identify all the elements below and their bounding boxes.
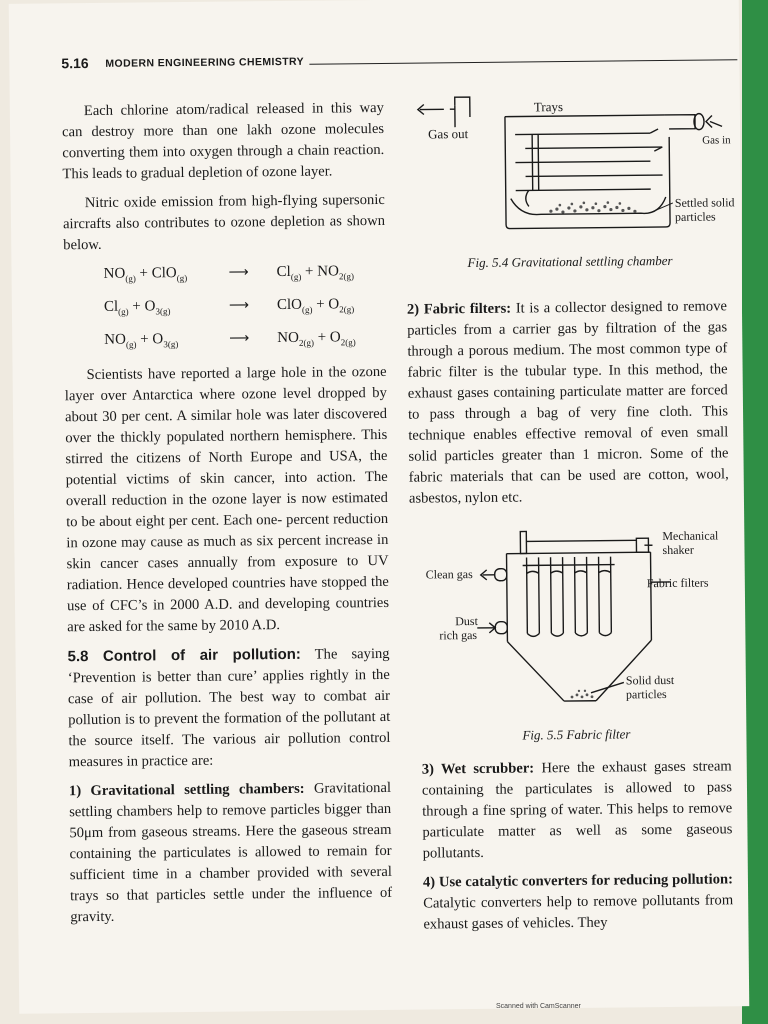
item4-lead: 4) Use catalytic converters for reducing pollution: — [422, 871, 734, 891]
page-header — [61, 48, 737, 77]
section-text: The saying ‘Prevention is better than cure’ applies rightly in the case of air pollution. The best way to combat air pollution is to prevent the formation of the pollutant at the source itself. The various air pollution control measures in practice are: — [67, 645, 391, 771]
label-shaker: shaker — [662, 542, 694, 558]
item1-lead: 1) Gravitational settling chambers: — [68, 780, 305, 800]
item4-text: Catalytic converters help to remove pollutants from exhaust gases of vehicles. They — [423, 892, 734, 933]
item-fabric-filters — [407, 296, 729, 509]
settling-chamber-diagram — [410, 84, 732, 257]
item3-text: Here the exhaust gases stream containing the particulates is allowed to pass through a fine spring of water. This helps to remove particulate matter as well as some gaseous pollutants. — [421, 758, 733, 862]
label-gas-in: Gas in — [702, 134, 731, 147]
item2-lead: 2) Fabric filters: — [406, 300, 512, 318]
equation-block — [63, 261, 386, 363]
section-title: 5.8 Control of air pollution: — [67, 645, 301, 666]
section-5-8 — [67, 643, 390, 773]
item-wet-scrubber — [422, 756, 733, 864]
header-rule — [309, 59, 737, 64]
label-trays: Trays — [533, 99, 564, 115]
figure-fabric-filter — [414, 521, 736, 754]
label-dust: Dust — [455, 613, 478, 629]
reaction-arrow: ⟶ — [229, 331, 250, 347]
paragraph-nitric-oxide: Nitric oxide emission from high-flying supersonic aircrafts also contributes to ozone depletion as shown below. — [62, 191, 386, 254]
book-page — [9, 0, 750, 1014]
figure1-caption: Fig. 5.4 Gravitational settling chamber — [467, 252, 673, 271]
left-column — [62, 98, 393, 936]
label-solid-dust: Solid dust — [625, 672, 675, 688]
paragraph-chlorine: Each chlorine atom/radical released in this way can destroy more than one lakh ozone molecules converting them into oxygen through a chain reaction. This leads to gradual depletion of ozone layer. — [61, 99, 385, 183]
scan-watermark: Scanned with CamScanner — [496, 1003, 581, 1010]
book-title: MODERN ENGINEERING CHEMISTRY — [105, 55, 305, 70]
page-number: 5.16 — [61, 55, 89, 72]
label-settled-1: Settled solid — [674, 195, 735, 210]
label-fabric-filters: Fabric filters — [646, 575, 709, 591]
equation-1: $NO_{(g)} + ClO_{(g)}$ ⟶ $Cl_{(g)} + NO_{2(g)}$ — [103, 263, 354, 284]
equation-3: $NO_{(g)} + O_{3(g)}$ ⟶ $NO_{2(g)} + O_{2(g)}$ — [104, 329, 356, 350]
right-column — [407, 296, 729, 517]
label-gas-out: Gas out — [428, 126, 469, 142]
item3-lead: 3) Wet scrubber: — [421, 760, 535, 778]
reaction-arrow: ⟶ — [228, 298, 250, 314]
label-settled-2: particles — [674, 209, 716, 224]
item1-text: Gravitational settling chambers help to remove particles bigger than 50μm from gaseous streams. Here the gaseous stream containing the particulates is allowed to remain for sufficient time in a chamber provided with several trays so that particles settle under the influence of gravity. — [69, 779, 393, 926]
figure2-caption: Fig. 5.5 Fabric filter — [522, 726, 631, 743]
item2-text: It is a collector designed to remove particles from a carrier gas by filtration of the gas through a porous medium. The most common type of fabric filter is the tubular type. In this method, the exhaust gases containing particulate matter are forced to pass through a bag of very fine cloth. This technique enables effective removal of even small solid particles greater than 1 micron. Some of the fabric materials that can be used are cotton, wool, asbestos, nylon etc. — [407, 298, 729, 507]
figure-settling-chamber — [410, 84, 735, 271]
paragraph-ozone-hole: Scientists have reported a large hole in the ozone layer over Antarctica where ozone level dropped by about 30 per cent. A similar hole was later discovered over the thickly populated northern hemisphere. This stirred the citizens of North Europe and USA, the potential victims of skin cancer, into action. The overall reduction in the ozone layer is now estimated to be about eight per cent. Each one- percent reduction in ozone may cause as much as six percent increase in skin cancer cases annually from exposure to UV radiation. Hence developed countries have stopped the use of CFC’s in 2000 A.D. and developing countries are asked for the same by 2010 A.D. — [64, 363, 390, 636]
reaction-arrow: ⟶ — [228, 265, 249, 281]
label-solid-particles: particles — [625, 686, 667, 702]
label-clean-gas: Clean gas — [425, 567, 473, 582]
item-gravitational-settling — [69, 778, 393, 928]
right-column-lower — [422, 756, 734, 943]
label-mechanical: Mechanical — [662, 528, 719, 544]
label-rich-gas: rich gas — [439, 627, 478, 643]
equation-2: $Cl_{(g)} + O_{3(g)}$ ⟶ $ClO_{(g)} + O_{2(g)}$ — [103, 296, 355, 317]
item-catalytic-converters — [423, 869, 734, 935]
